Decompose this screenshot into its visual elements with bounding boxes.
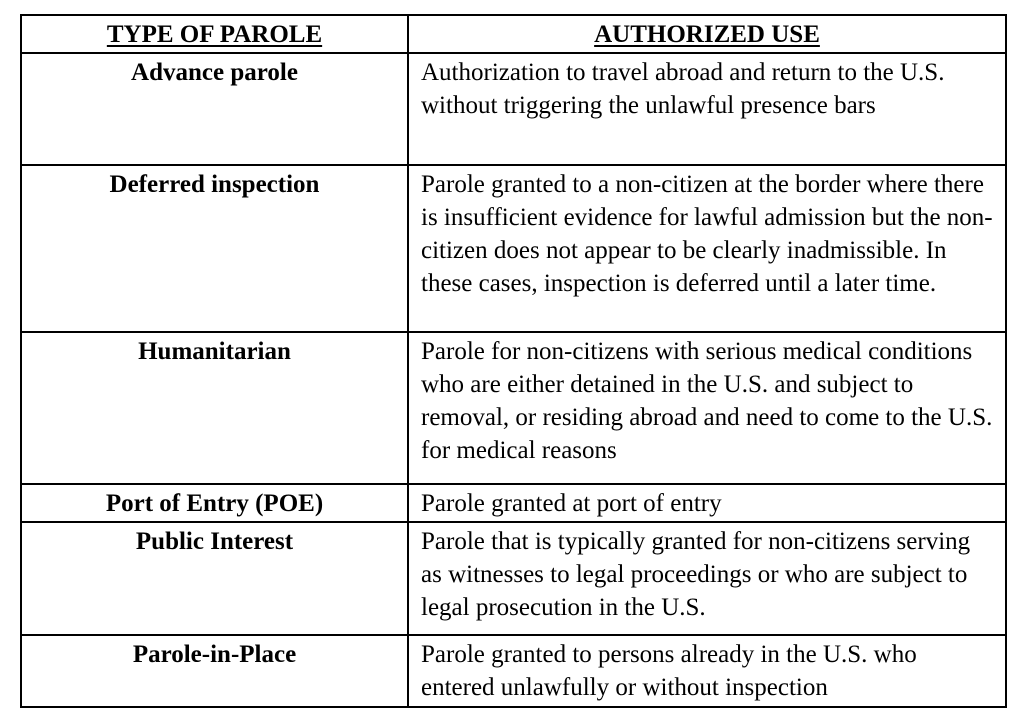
column-header-type-of-parole [21,15,408,53]
parole-type-cell [21,522,408,635]
column-header-use-label: AUTHORIZED USE [594,20,820,48]
authorized-use-text: Authorization to travel abroad and return to the U.S. without triggering the unlawful presence bars [421,59,945,119]
parole-type-cell [21,53,408,165]
parole-type-cell [21,484,408,522]
table-body [21,53,1006,707]
authorized-use-text: Parole granted at port of entry [421,490,722,517]
parole-types-table [20,14,1007,708]
authorized-use-cell [408,635,1006,707]
table-row-public-interest [21,522,1006,635]
authorized-use-cell [408,53,1006,165]
column-header-authorized-use [408,15,1006,53]
parole-type-label: Advance parole [131,59,298,86]
parole-type-label: Public Interest [135,528,294,555]
authorized-use-text: Parole that is typically granted for non-citizens serving as witnesses to legal proceedings or who are subject to legal prosecution in the U.S. [421,528,971,621]
authorized-use-text: Parole granted to a non-citizen at the border where there is insufficient evidence for lawful admission but the non-citizen does not appear to be clearly inadmissible. In these cases, inspection is deferred until a later time. [421,171,993,297]
authorized-use-text: Parole granted to persons already in the U.S. who entered unlawfully or without inspection [421,641,917,701]
table-row-deferred-inspection [21,165,1006,332]
parole-type-cell [21,635,408,707]
table-row-humanitarian [21,332,1006,484]
authorized-use-text: Parole for non-citizens with serious medical conditions who are either detained in the U.S. and subject to removal, or residing abroad and need to come to the U.S. for medical reasons [421,338,993,464]
header-row [21,15,1006,53]
table-row-parole-in-place [21,635,1006,707]
column-header-type-label: TYPE OF PAROLE [106,20,323,48]
parole-type-label: Deferred inspection [109,171,320,198]
authorized-use-cell [408,522,1006,635]
parole-type-label: Parole-in-Place [132,641,297,668]
authorized-use-cell [408,484,1006,522]
parole-type-label: Humanitarian [138,338,291,365]
parole-type-cell [21,165,408,332]
table-row-advance-parole [21,53,1006,165]
authorized-use-cell [408,165,1006,332]
parole-type-cell [21,332,408,484]
table-row-port-of-entry [21,484,1006,522]
authorized-use-cell [408,332,1006,484]
parole-type-label: Port of Entry (POE) [105,490,324,517]
table-header [21,15,1006,53]
